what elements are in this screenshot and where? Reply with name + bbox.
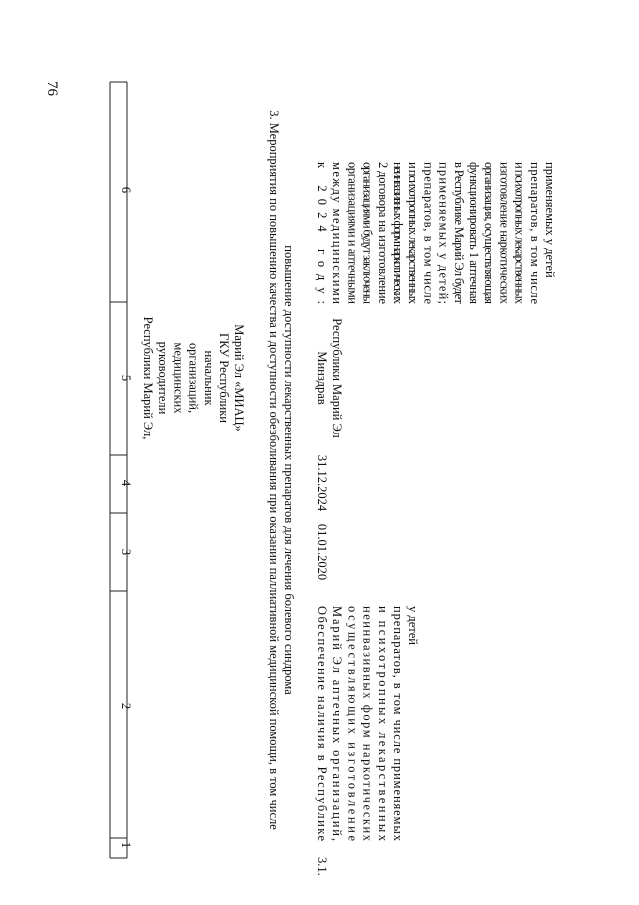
header-col-5: 5 <box>119 374 133 382</box>
result-line: изготовление наркотических <box>497 162 512 304</box>
section-title <box>267 110 296 830</box>
row-number: 3.1. <box>315 857 329 876</box>
result-line: применяемых у детей; <box>436 162 451 304</box>
result-line: неинвазивных форм наркотических <box>391 162 405 304</box>
header-col-2: 2 <box>119 702 133 710</box>
start-date: 01.01.2020 <box>315 523 329 581</box>
page-number: 76 <box>44 81 60 96</box>
description-line: и психотропных лекарственных <box>375 606 390 841</box>
header-col-4: 4 <box>119 479 133 487</box>
result-line: организация, осуществляющая <box>482 162 497 304</box>
description-line: Марий Эл аптечных организаций, <box>330 606 345 841</box>
result-line: организациями будут заключены <box>360 162 375 304</box>
responsible-line: организаций, <box>186 342 201 414</box>
result-line: между медицинскими <box>330 162 345 304</box>
header-col-1: 1 <box>119 841 133 849</box>
prev-row-responsible <box>141 317 246 440</box>
description-line: Обеспечение наличия в Республике <box>315 606 329 841</box>
end-date: 31.12.2024 <box>315 454 329 512</box>
result-line: функционировать 1 аптечная <box>467 162 481 304</box>
responsible-line: медицинских <box>171 342 186 414</box>
description-line: осуществляющих изготовление <box>345 606 360 841</box>
responsible-line: Марий Эл «МИАЦ» <box>232 324 247 432</box>
result-line: и психотропных лекарственных <box>406 162 421 304</box>
result-line: препаратов, в том числе <box>527 162 542 304</box>
section-line: повышение доступности лекарственных препаратов для лечения болевого синдрома <box>282 245 296 695</box>
responsible-line: начальник <box>201 350 216 406</box>
responsible-line: ГКУ Республики <box>217 333 231 423</box>
result-line: 2 договора на изготовление <box>375 162 390 304</box>
result-line: к 2024 году: <box>315 162 329 304</box>
result-line: применяемых у детей <box>543 162 557 278</box>
responsible-line: Республики Марий Эл <box>330 318 345 438</box>
description-line: неинвазивных форм наркотических <box>360 606 375 841</box>
description-line: у детей <box>406 606 421 645</box>
responsible-line: Республики Марий Эл, <box>141 316 155 440</box>
result-line: препаратов, в том числе <box>421 162 436 304</box>
section-line: 3. Мероприятия по повышению качества и доступности обезболивания при оказании паллиативной медицинской помощи, в том числе <box>267 110 281 830</box>
responsible-line: руководители <box>156 341 171 415</box>
result-line: в Республике Марий Эл будет <box>451 162 466 304</box>
result-line: организациями и аптечными <box>345 162 360 304</box>
header-col-3: 3 <box>119 548 133 556</box>
header-col-6: 6 <box>119 186 133 194</box>
description-line: препаратов, в том числе применяемых <box>391 606 405 841</box>
responsible-line: Минздрав <box>315 351 329 405</box>
result-line: и психотропных лекарственных <box>512 162 527 304</box>
table-row-3-1 <box>315 162 557 876</box>
